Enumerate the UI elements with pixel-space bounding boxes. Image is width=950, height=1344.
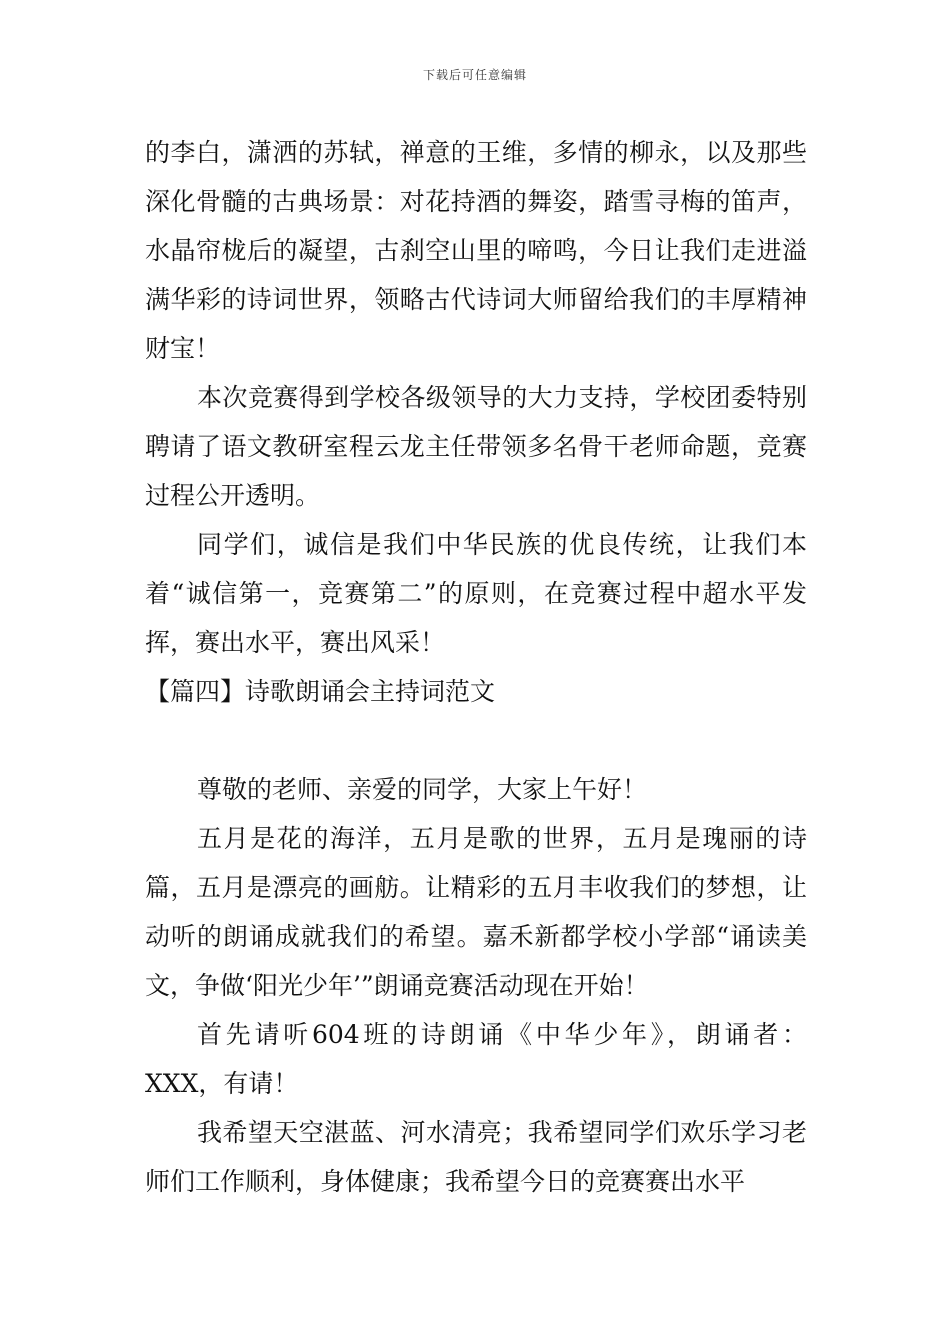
section-heading: 【篇四】诗歌朗诵会主持词范文 xyxy=(145,677,496,706)
paragraph-5: 五月是花的海洋，五月是歌的世界，五月是瑰丽的诗篇，五月是漂亮的画舫。让精彩的五月丰收我们的梦想，让动听的朗诵成就我们的希望。嘉禾新都学校小学部“诵读美文，争做‘阳光少年’”朗诵竞赛活动现在开始！ xyxy=(145,824,807,1000)
paragraph-3: 同学们，诚信是我们中华民族的优良传统，让我们本着“诚信第一，竞赛第二”的原则，在竞赛过程中超水平发挥，赛出水平，赛出风采！ xyxy=(145,530,807,657)
blank-line xyxy=(145,716,807,765)
paragraph-7: 我希望天空湛蓝、河水清亮；我希望同学们欢乐学习老师们工作顺利，身体健康；我希望今日的竞赛赛出水平 xyxy=(145,1118,807,1196)
paragraph-6: 首先请听604班的诗朗诵《中华少年》，朗诵者：XXX，有请！ xyxy=(145,1020,807,1098)
header-note: 下载后可任意编辑 xyxy=(422,68,527,82)
document-body xyxy=(145,128,807,1206)
paragraph-2: 本次竞赛得到学校各级领导的大力支持，学校团委特别聘请了语文教研室程云龙主任带领多名骨干老师命题，竞赛过程公开透明。 xyxy=(145,383,807,510)
paragraph-greeting: 尊敬的老师、亲爱的同学，大家上午好！ xyxy=(197,775,648,804)
paragraph-1: 的李白，潇洒的苏轼，禅意的王维，多情的柳永，以及那些深化骨髓的古典场景：对花持酒的舞姿，踏雪寻梅的笛声，水晶帘栊后的凝望，古刹空山里的啼鸣，今日让我们走进溢满华彩的诗词世界，领略古代诗词大师留给我们的丰厚精神财宝！ xyxy=(145,138,807,363)
